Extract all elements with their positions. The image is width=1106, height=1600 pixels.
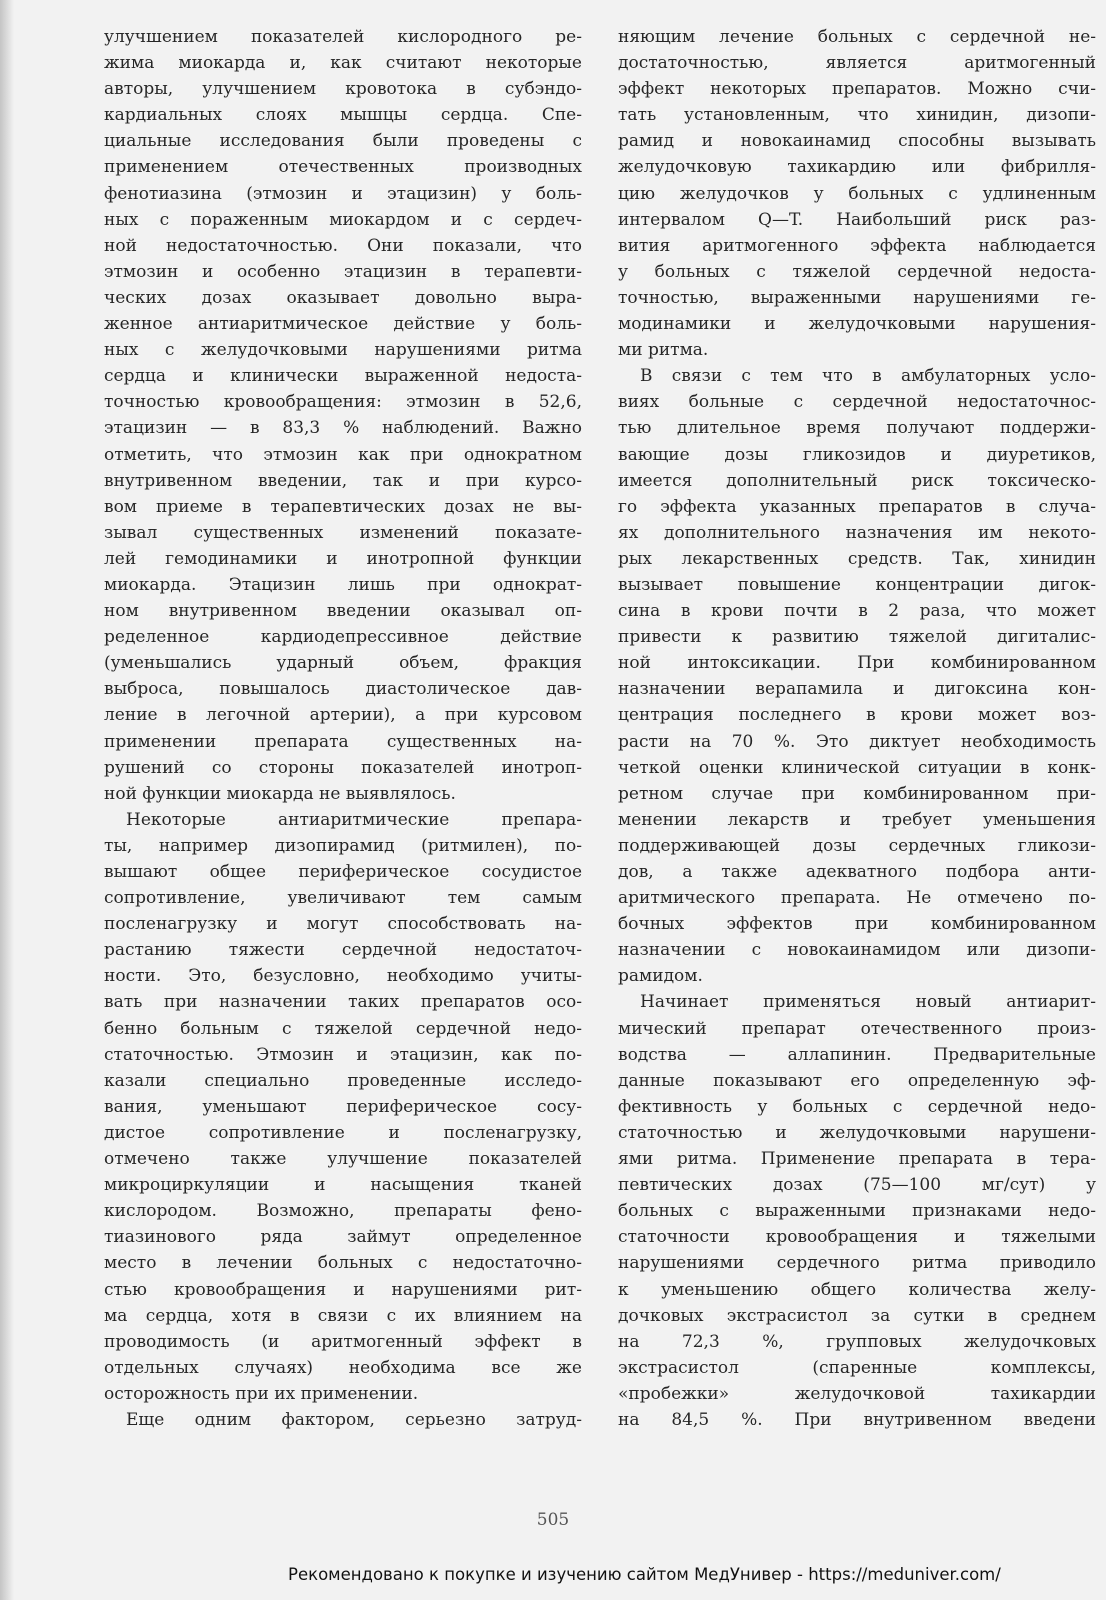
text-line: рамидом. bbox=[618, 966, 703, 987]
text-line: дистое сопротивление и посленагрузку, bbox=[104, 1122, 582, 1143]
text-line: ных с пораженным миокардом и с сердеч- bbox=[104, 209, 582, 230]
text-line: центрация последнего в крови может воз- bbox=[618, 705, 1096, 726]
text-line: няющим лечение больных с сердечной не- bbox=[618, 27, 1096, 47]
text-line: рушений со стороны показателей инотроп- bbox=[104, 757, 582, 778]
text-line: лей гемодинамики и инотропной функции bbox=[104, 548, 582, 569]
text-line: ление в легочной артерии), а при курсовом bbox=[104, 705, 582, 726]
text-line: го эффекта указанных препаратов в случа- bbox=[618, 496, 1096, 517]
text-line: статочности кровообращения и тяжелыми bbox=[618, 1227, 1096, 1248]
text-line: ном внутривенном введении оказывал оп- bbox=[104, 601, 582, 622]
text-line: водства — аллапинин. Предварительные bbox=[618, 1044, 1096, 1065]
text-line: бочных эффектов при комбинированном bbox=[618, 914, 1096, 935]
text-line: экстрасистол (спаренные комплексы, bbox=[618, 1357, 1096, 1378]
footer-recommendation: Рекомендовано к покупке и изучению сайтом МедУнивер - https://meduniver.com/ bbox=[288, 1565, 1001, 1584]
text-line: кислородом. Возможно, препараты фено- bbox=[104, 1201, 582, 1222]
text-line: Еще одним фактором, серьезно затруд- bbox=[126, 1409, 582, 1430]
text-line: данные показывают его определенную эф- bbox=[618, 1070, 1096, 1091]
text-line: точностью кровообращения: этмозин в 52,6, bbox=[104, 392, 582, 413]
text-line: циальные исследования были проведены с bbox=[104, 131, 582, 152]
text-line: миокарда. Этацизин лишь при однократ- bbox=[104, 574, 582, 595]
text-line: вития аритмогенного эффекта наблюдается bbox=[618, 235, 1096, 256]
text-line: привести к развитию тяжелой дигиталис- bbox=[618, 627, 1096, 648]
text-line: аритмического препарата. Не отмечено по- bbox=[618, 888, 1096, 909]
text-line: вышают общее периферическое сосудистое bbox=[104, 862, 582, 882]
text-line: тью длительное время получают поддержи- bbox=[618, 418, 1096, 439]
text-line: тать установленным, что хинидин, дизопи- bbox=[618, 105, 1096, 126]
text-line: ределенное кардиодепрессивное действие bbox=[104, 627, 582, 648]
text-line: вания, уменьшают периферическое сосу- bbox=[104, 1096, 582, 1117]
text-line: желудочковую тахикардию или фибрилля- bbox=[618, 157, 1096, 178]
text-line: бенно больным с тяжелой сердечной недо- bbox=[104, 1018, 582, 1039]
text-line: растанию тяжести сердечной недостаточ- bbox=[104, 940, 582, 961]
text-line: женное антиаритмическое действие у боль- bbox=[104, 314, 582, 335]
text-line: мический препарат отечественного произ- bbox=[618, 1018, 1096, 1039]
text-line: эффект некоторых препаратов. Можно счи- bbox=[618, 79, 1096, 100]
text-line: сердца и клинически выраженной недоста- bbox=[104, 366, 582, 387]
text-line: вать при назначении таких препаратов осо- bbox=[104, 992, 582, 1013]
text-line: назначении с новокаинамидом или дизопи- bbox=[618, 940, 1096, 961]
text-line: у больных с тяжелой сердечной недоста- bbox=[618, 261, 1096, 282]
text-line: вызывает повышение концентрации дигок- bbox=[618, 574, 1096, 595]
text-line: ной функции миокарда не выявлялось. bbox=[104, 783, 456, 804]
text-line: больных с выраженными признаками недо- bbox=[618, 1201, 1096, 1222]
text-line: (уменьшались ударный объем, фракция bbox=[104, 653, 582, 674]
text-line: место в лечении больных с недостаточно- bbox=[104, 1253, 582, 1274]
text-line: улучшением показателей кислородного ре- bbox=[104, 27, 582, 47]
text-line: на 84,5 %. При внутривенном введени bbox=[618, 1409, 1096, 1430]
text-line: стью кровообращения и нарушениями рит- bbox=[104, 1279, 582, 1300]
text-line: казали специально проведенные исследо- bbox=[104, 1070, 582, 1091]
text-line: ной недостаточностью. Они показали, что bbox=[104, 235, 582, 256]
text-line: сопротивление, увеличивают тем самым bbox=[104, 888, 582, 909]
text-line: имеется дополнительный риск токсическо- bbox=[618, 470, 1096, 491]
text-line: фенотиазина (этмозин и этацизин) у боль- bbox=[104, 183, 582, 204]
text-line: расти на 70 %. Это диктует необходимость bbox=[618, 731, 1096, 752]
text-line: внутривенном введении, так и при курсо- bbox=[104, 470, 582, 491]
text-line: ных с желудочковыми нарушениями ритма bbox=[104, 340, 582, 361]
text-line: дочковых экстрасистол за сутки в среднем bbox=[618, 1305, 1096, 1326]
text-line: вающие дозы гликозидов и диуретиков, bbox=[618, 444, 1096, 465]
text-line: интервалом Q—T. Наибольший риск раз- bbox=[618, 209, 1096, 230]
text-line: выброса, повышалось диастолическое дав- bbox=[104, 679, 582, 700]
text-line: кардиальных слоях мышцы сердца. Спе- bbox=[104, 105, 582, 126]
right-text-column bbox=[618, 24, 1096, 1433]
text-line: этмозин и особенно этацизин в терапевти- bbox=[104, 261, 582, 282]
text-line: жима миокарда и, как считают некоторые bbox=[104, 53, 582, 74]
text-line: поддерживающей дозы сердечных гликози- bbox=[618, 835, 1096, 856]
text-line: ности. Это, безусловно, необходимо учиты- bbox=[104, 966, 582, 987]
text-line: применением отечественных производных bbox=[104, 157, 582, 178]
text-line: статочностью и желудочковыми нарушени- bbox=[618, 1122, 1096, 1143]
text-line: посленагрузку и могут способствовать на- bbox=[104, 914, 582, 935]
text-line: ми ритма. bbox=[618, 340, 709, 361]
text-line: виях больные с сердечной недостаточнос- bbox=[618, 392, 1096, 413]
text-line: ями ритма. Применение препарата в тера- bbox=[618, 1149, 1096, 1170]
text-line: проводимость (и аритмогенный эффект в bbox=[104, 1331, 582, 1352]
text-line: В связи с тем что в амбулаторных усло- bbox=[640, 366, 1096, 387]
text-line: ма сердца, хотя в связи с их влиянием на bbox=[104, 1305, 582, 1326]
text-line: назначении верапамила и дигоксина кон- bbox=[618, 679, 1096, 700]
text-line: авторы, улучшением кровотока в субэндо- bbox=[104, 79, 582, 100]
text-line: сина в крови почти в 2 раза, что может bbox=[618, 601, 1096, 622]
text-line: ретном случае при комбинированном при- bbox=[618, 783, 1096, 804]
text-line: ной интоксикации. При комбинированном bbox=[618, 653, 1096, 674]
text-line: ты, например дизопирамид (ритмилен), по- bbox=[104, 835, 582, 856]
text-line: осторожность при их применении. bbox=[104, 1383, 419, 1404]
text-line: вом приеме в терапевтических дозах не вы- bbox=[104, 496, 582, 517]
text-line: фективность у больных с сердечной недо- bbox=[618, 1096, 1096, 1117]
text-line: четкой оценки клинической ситуации в конк- bbox=[618, 757, 1096, 778]
text-line: тиазинового ряда займут определенное bbox=[104, 1227, 582, 1248]
text-line: рамид и новокаинамид способны вызывать bbox=[618, 131, 1096, 152]
text-line: микроциркуляции и насыщения тканей bbox=[104, 1175, 582, 1196]
text-line: рых лекарственных средств. Так, хинидин bbox=[618, 548, 1096, 569]
text-line: Некоторые антиаритмические препара- bbox=[126, 809, 582, 830]
left-text-column bbox=[104, 24, 582, 1433]
text-line: отмечено также улучшение показателей bbox=[104, 1149, 582, 1170]
text-line: к уменьшению общего количества желу- bbox=[618, 1279, 1096, 1300]
text-line: статочностью. Этмозин и этацизин, как по- bbox=[104, 1044, 582, 1065]
text-line: отметить, что этмозин как при однократном bbox=[104, 444, 582, 465]
text-line: этацизин — в 83,3 % наблюдений. Важно bbox=[104, 418, 582, 439]
text-line: дов, а также адекватного подбора анти- bbox=[618, 862, 1096, 882]
text-line: отдельных случаях) необходима все же bbox=[104, 1357, 582, 1378]
text-line: зывал существенных изменений показате- bbox=[104, 522, 582, 543]
page-edge-shadow bbox=[0, 0, 14, 1600]
text-line: певтических дозах (75—100 мг/сут) у bbox=[618, 1175, 1096, 1196]
text-line: ях дополнительного назначения им некото- bbox=[618, 522, 1096, 543]
text-line: достаточностью, является аритмогенный bbox=[618, 53, 1096, 74]
text-line: цию желудочков у больных с удлиненным bbox=[618, 183, 1096, 204]
text-line: «пробежки» желудочковой тахикардии bbox=[618, 1383, 1096, 1404]
text-line: точностью, выраженными нарушениями ге- bbox=[618, 287, 1096, 308]
text-line: Начинает применяться новый антиарит- bbox=[640, 992, 1096, 1013]
page-number: 505 bbox=[536, 1510, 570, 1530]
text-line: нарушениями сердечного ритма приводило bbox=[618, 1253, 1096, 1274]
text-line: ческих дозах оказывает довольно выра- bbox=[104, 287, 582, 308]
text-line: модинамики и желудочковыми нарушения- bbox=[618, 314, 1096, 335]
text-line: применении препарата существенных на- bbox=[104, 731, 582, 752]
text-line: на 72,3 %, групповых желудочковых bbox=[618, 1331, 1096, 1352]
text-line: менении лекарств и требует уменьшения bbox=[618, 809, 1096, 830]
